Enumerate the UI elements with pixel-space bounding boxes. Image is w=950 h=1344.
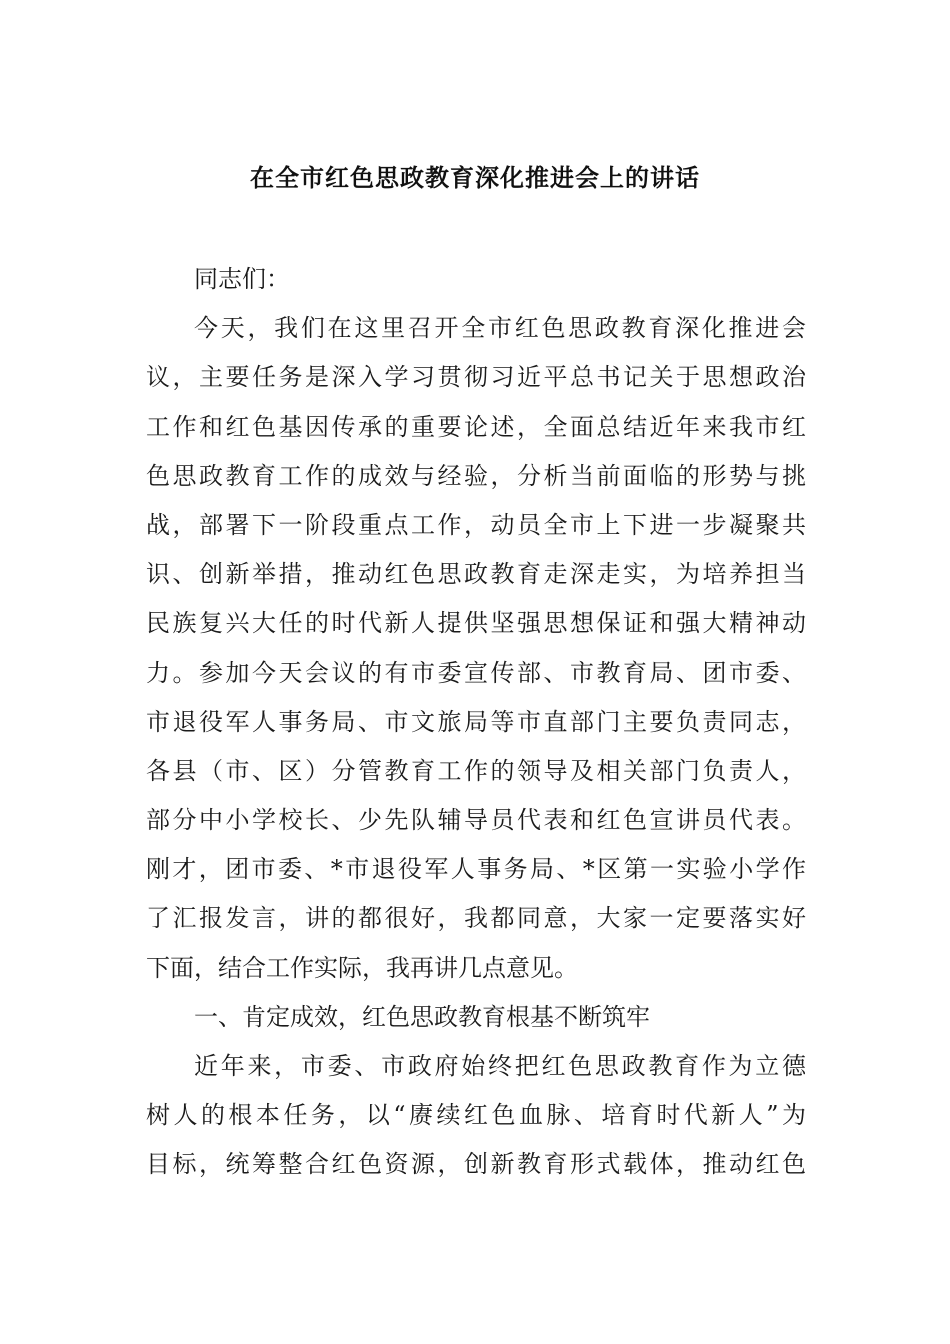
body-line: 力。参加今天会议的有市委宣传部、市教育局、团市委、 [146, 658, 806, 687]
document-body [146, 255, 806, 1190]
document-title: 在全市红色思政教育深化推进会上的讲话 [250, 164, 700, 192]
body-line: 树人的根本任务，以“赓续红色血脉、培育时代新人”为 [146, 1101, 806, 1130]
body-line: 部分中小学校长、少先队辅导员代表和红色宣讲员代表。 [146, 806, 806, 835]
body-line: 今天，我们在这里召开全市红色思政教育深化推进会 [194, 314, 806, 343]
body-line: 工作和红色基因传承的重要论述，全面总结近年来我市红 [146, 412, 806, 441]
body-line: 各县（市、区）分管教育工作的领导及相关部门负责人， [146, 756, 806, 785]
body-line: 色思政教育工作的成效与经验，分析当前面临的形势与挑 [146, 461, 806, 490]
body-line: 民族复兴大任的时代新人提供坚强思想保证和强大精神动 [146, 609, 806, 638]
body-line: 了汇报发言，讲的都很好，我都同意，大家一定要落实好 [146, 904, 806, 933]
body-line: 刚才，团市委、*市退役军人事务局、*区第一实验小学作 [146, 855, 806, 884]
body-line: 市退役军人事务局、市文旅局等市直部门主要负责同志， [146, 707, 806, 736]
body-line: 目标，统筹整合红色资源，创新教育形式载体，推动红色 [146, 1150, 806, 1179]
body-line: 同志们： [194, 265, 290, 293]
body-line: 议，主要任务是深入学习贯彻习近平总书记关于思想政治 [146, 363, 806, 392]
body-line: 下面，结合工作实际，我再讲几点意见。 [146, 953, 578, 982]
section-heading: 一、肯定成效，红色思政教育根基不断筑牢 [194, 1002, 650, 1031]
body-line: 战，部署下一阶段重点工作，动员全市上下进一步凝聚共 [146, 510, 806, 539]
body-line: 近年来，市委、市政府始终把红色思政教育作为立德 [194, 1052, 806, 1080]
body-line: 识、创新举措，推动红色思政教育走深走实，为培养担当 [146, 560, 806, 589]
